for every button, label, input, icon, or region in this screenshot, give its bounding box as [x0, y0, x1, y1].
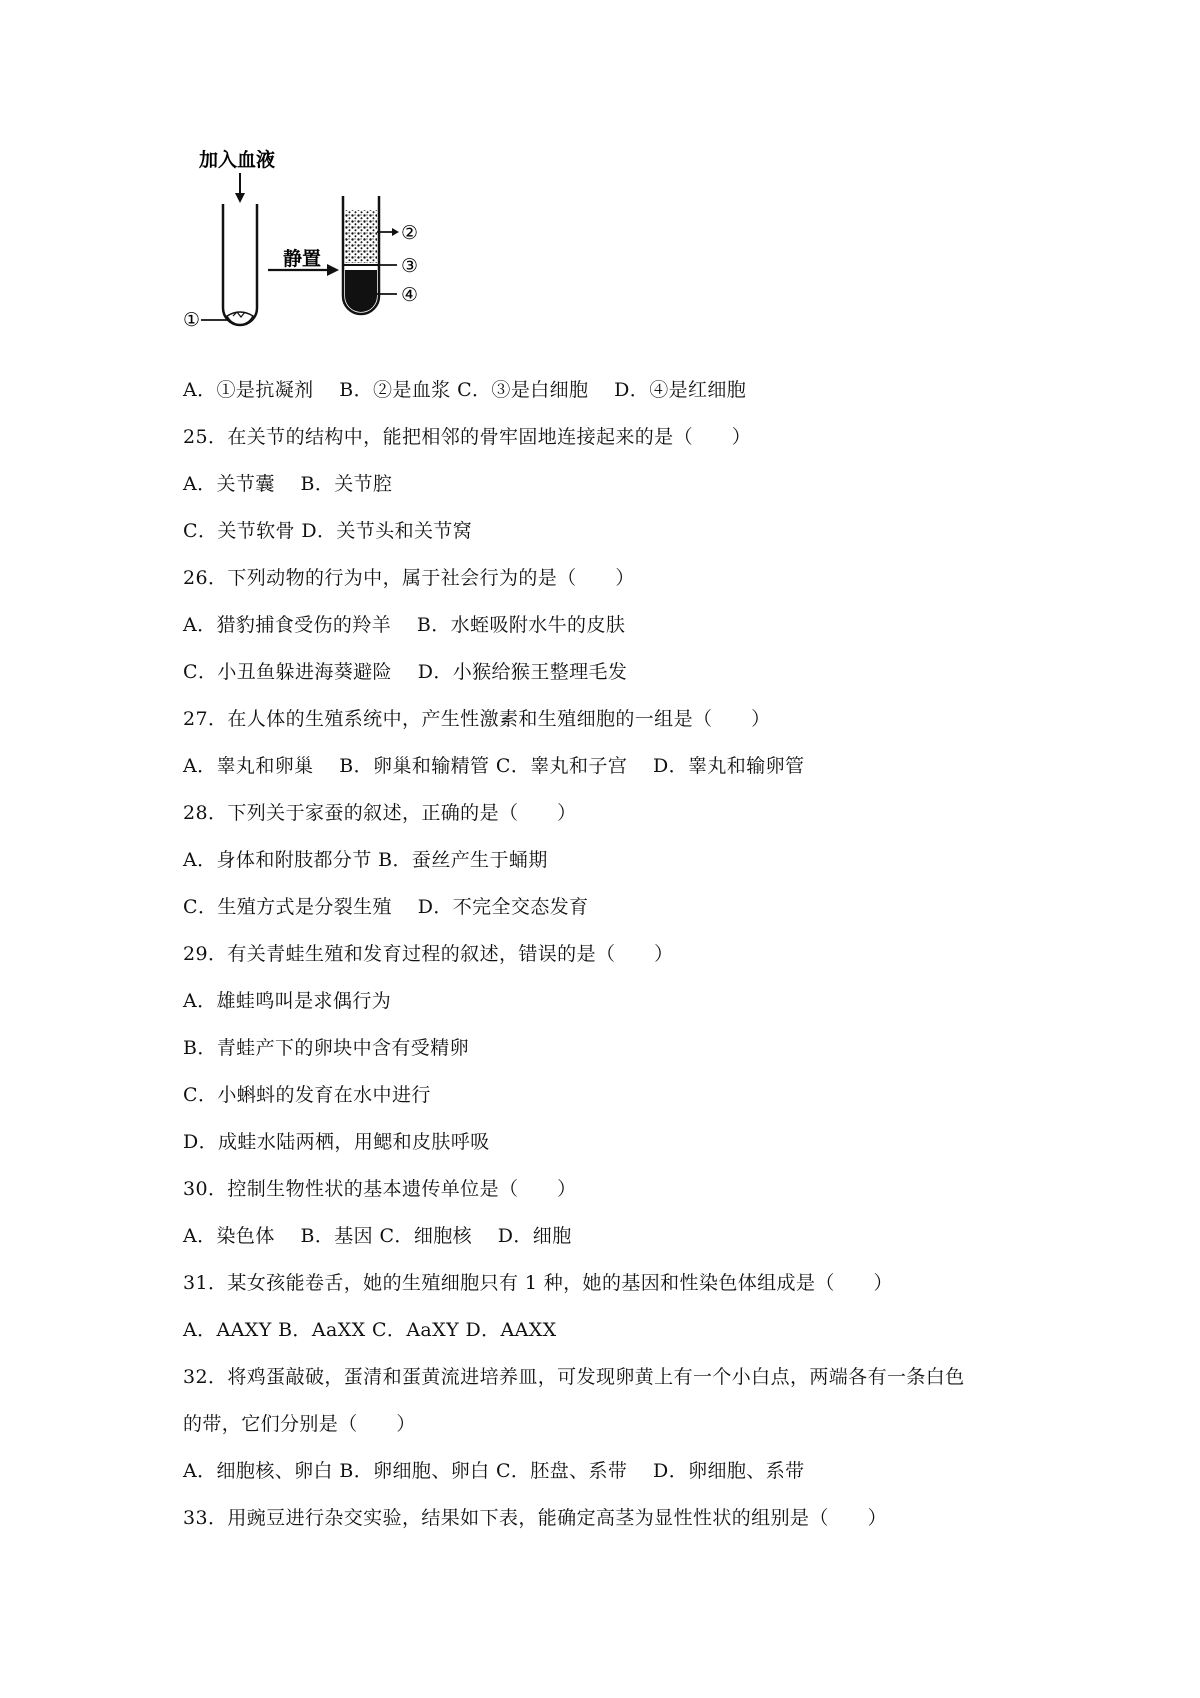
q33-stem: 33．用豌豆进行杂交实验，结果如下表，能确定高茎为显性性状的组别是（ ） [183, 1507, 887, 1529]
q28-stem: 28．下列关于家蚕的叙述，正确的是（ ） [183, 802, 577, 824]
q24-options: A．①是抗凝剂 B．②是血浆 C．③是白细胞 D．④是红细胞 [183, 379, 747, 401]
q29-option-a: A．雄蛙鸣叫是求偶行为 [183, 990, 392, 1012]
left-test-tube [223, 204, 257, 325]
add-blood-label: 加入血液 [199, 149, 276, 171]
q27-stem: 27．在人体的生殖系统中，产生性激素和生殖细胞的一组是（ ） [183, 708, 771, 730]
q29-stem: 29．有关青蛙生殖和发育过程的叙述，错误的是（ ） [183, 943, 674, 965]
q31-options: A．AAXY B．AaXX C．AaXY D．AAXX [183, 1319, 557, 1341]
q28-options-cd: C．生殖方式是分裂生殖 D．不完全交态发育 [183, 896, 589, 918]
q25-stem: 25．在关节的结构中，能把相邻的骨牢固地连接起来的是（ ） [183, 426, 752, 448]
q32-options: A．细胞核、卵白 B．卵细胞、卵白 C．胚盘、系带 D．卵细胞、系带 [183, 1460, 805, 1482]
q25-options-ab: A．关节囊 B．关节腔 [183, 473, 393, 495]
q29-option-d: D．成蛙水陆两栖，用鳃和皮肤呼吸 [183, 1131, 490, 1153]
red-cell-layer [345, 270, 377, 312]
marker-2: ② [401, 222, 419, 244]
q29-option-c: C．小蝌蚪的发育在水中进行 [183, 1084, 431, 1106]
blood-tube-figure [183, 148, 483, 363]
q29-option-b: B．青蛙产下的卵块中含有受精卵 [183, 1037, 469, 1059]
q31-stem: 31．某女孩能卷舌，她的生殖细胞只有 1 种，她的基因和性染色体组成是（ ） [183, 1272, 893, 1294]
q26-options-cd: C．小丑鱼躲进海葵避险 D．小猴给猴王整理毛发 [183, 661, 628, 683]
plasma-layer [345, 210, 377, 263]
settle-label: 静置 [283, 248, 322, 270]
marker-4: ④ [401, 284, 419, 306]
q30-options: A．染色体 B．基因 C．细胞核 D．细胞 [183, 1225, 572, 1247]
marker-3: ③ [401, 255, 419, 277]
q28-options-ab: A．身体和附肢都分节 B．蚕丝产生于蛹期 [183, 849, 548, 871]
q27-options: A．睾丸和卵巢 B．卵巢和输精管 C．睾丸和子宫 D．睾丸和输卵管 [183, 755, 805, 777]
q32-stem-line2: 的带，它们分别是（ ） [183, 1413, 416, 1435]
q26-stem: 26．下列动物的行为中，属于社会行为的是（ ） [183, 567, 635, 589]
q25-options-cd: C．关节软骨 D．关节头和关节窝 [183, 520, 473, 542]
q30-stem: 30．控制生物性状的基本遗传单位是（ ） [183, 1178, 577, 1200]
q26-options-ab: A．猎豹捕食受伤的羚羊 B．水蛭吸附水牛的皮肤 [183, 614, 626, 636]
q32-stem-line1: 32．将鸡蛋敲破，蛋清和蛋黄流进培养皿，可发现卵黄上有一个小白点，两端各有一条白色 [183, 1366, 965, 1388]
marker-1: ① [183, 309, 201, 331]
